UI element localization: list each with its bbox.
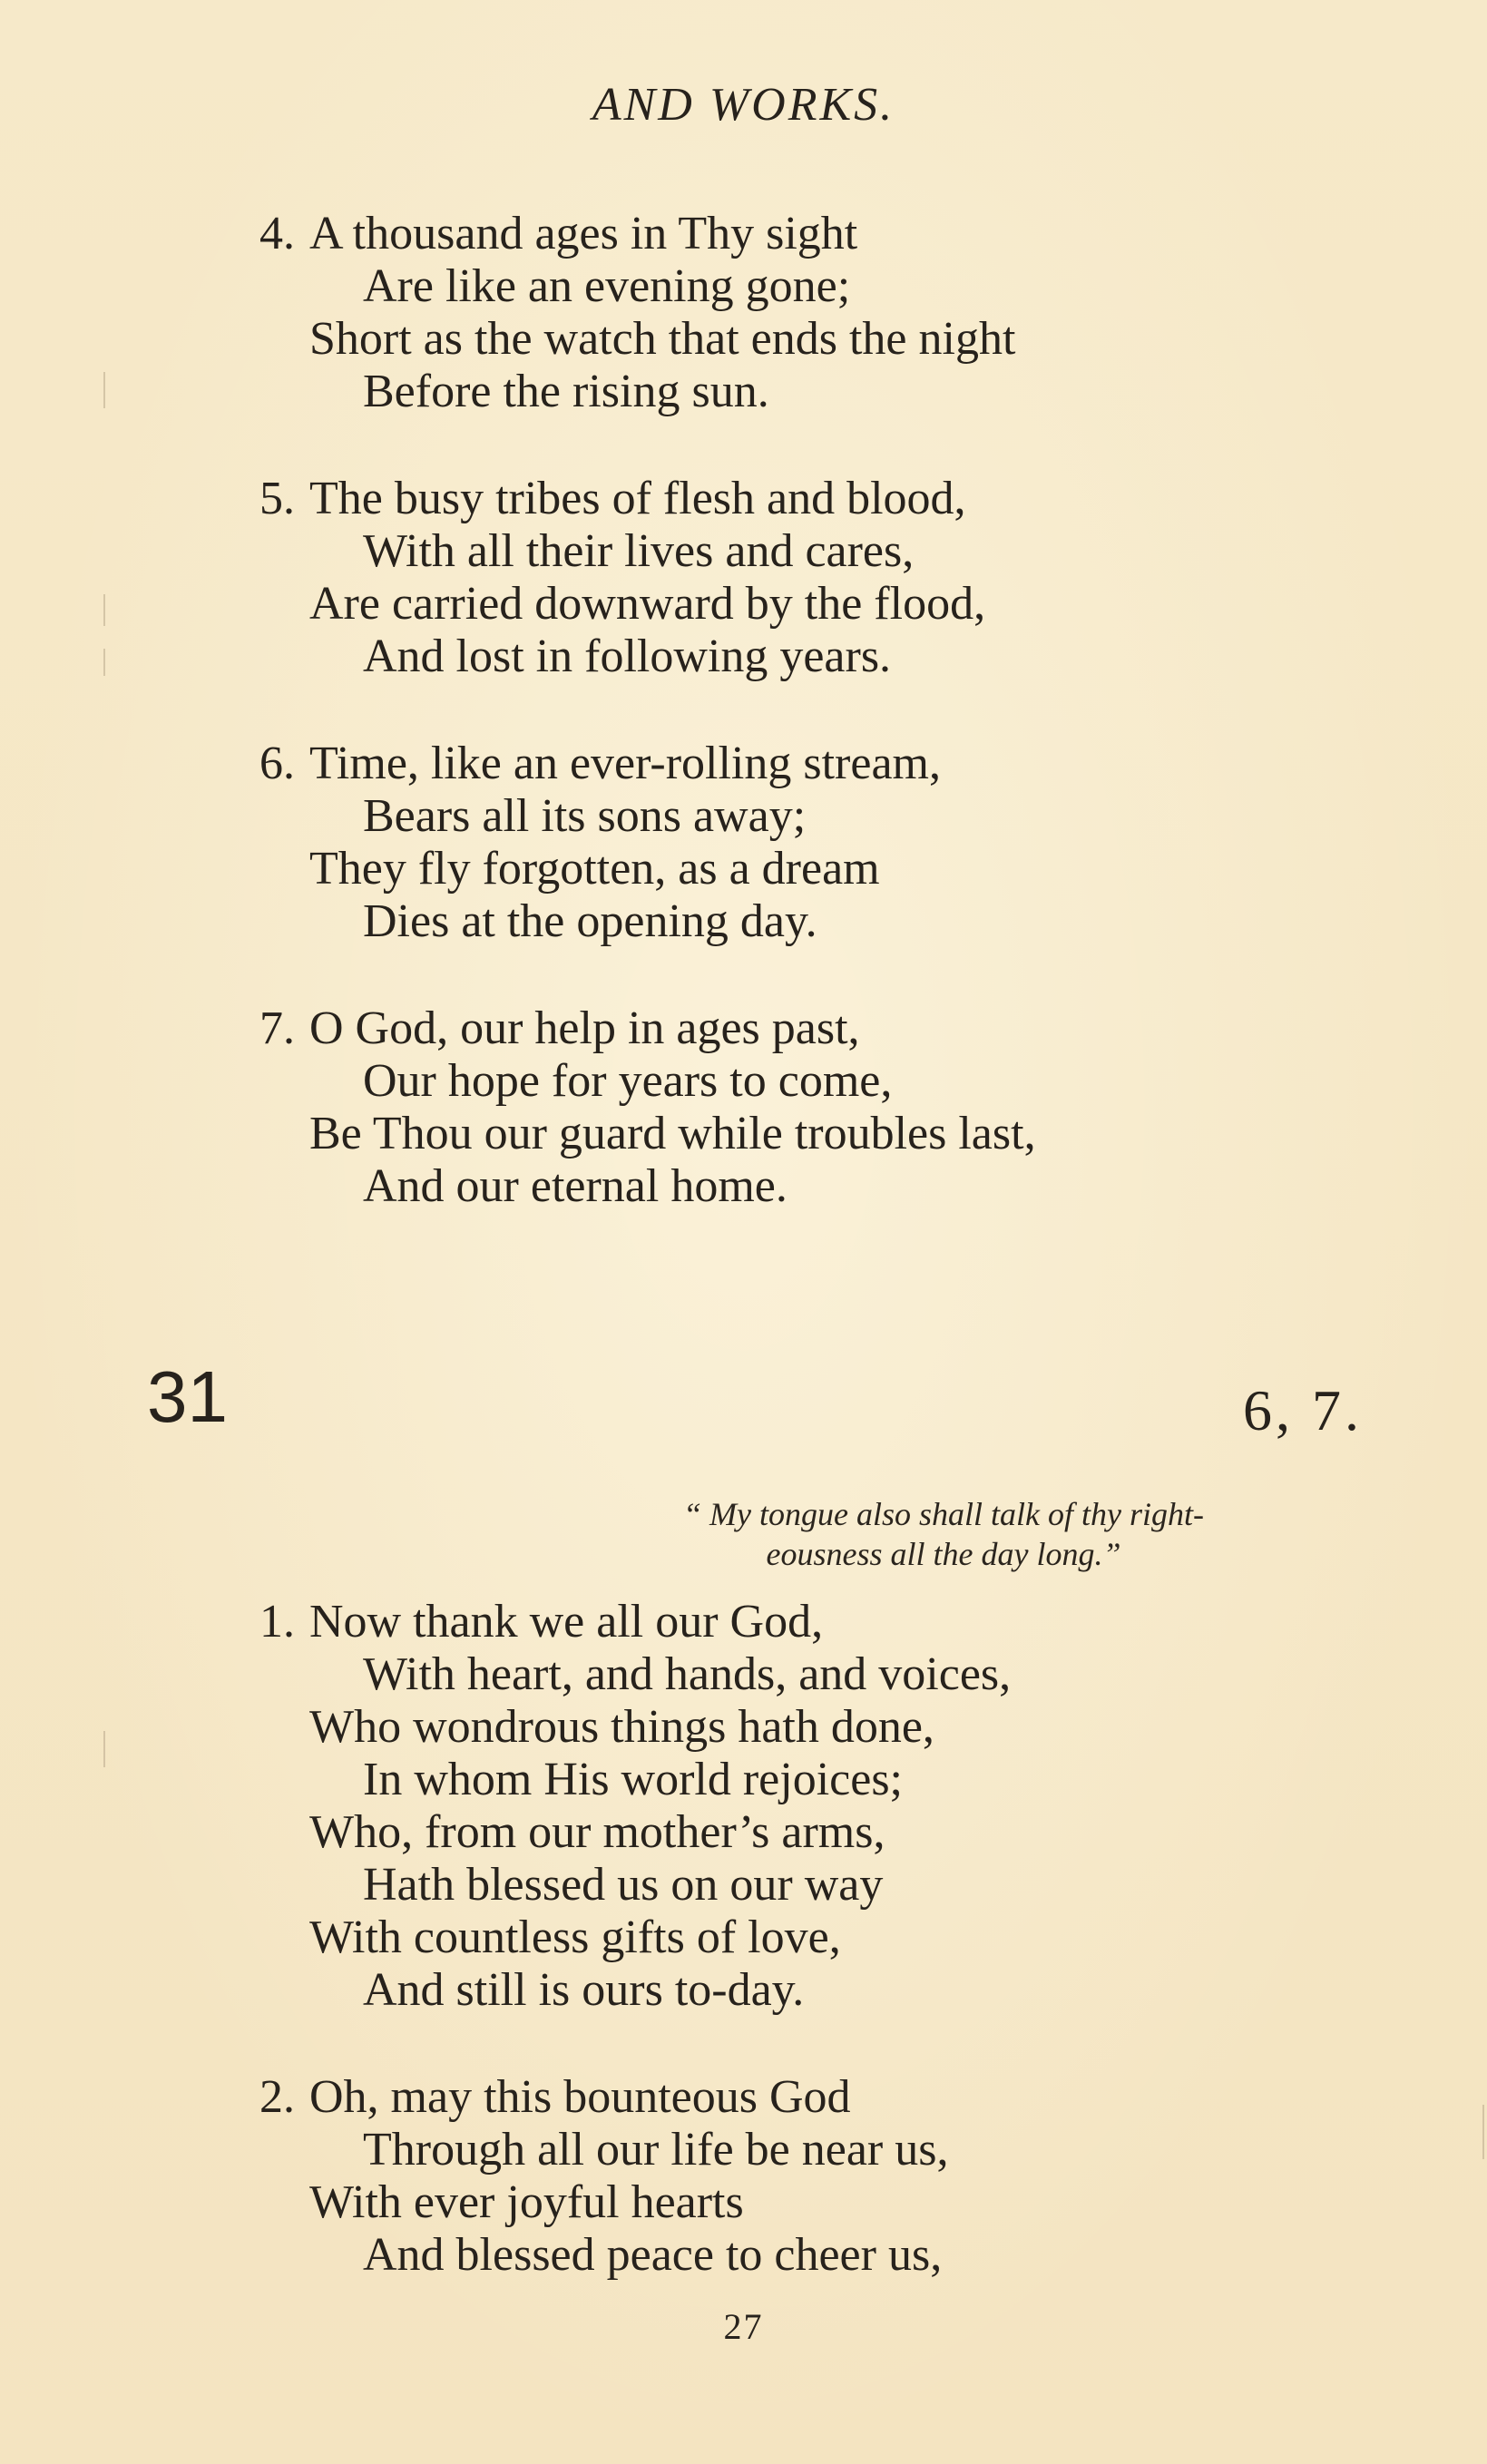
- verse-line: A thousand ages in Thy sight: [309, 208, 858, 259]
- page-number: 27: [723, 2306, 764, 2347]
- stanza-number: 5.: [259, 473, 295, 524]
- stanza-4: [240, 208, 1329, 418]
- stanza-5: [240, 473, 1329, 683]
- epigraph-line: “ My tongue also shall talk of thy right-: [683, 1496, 1204, 1532]
- verse-line: And our eternal home.: [363, 1160, 788, 1212]
- stanza-number: 1.: [259, 1596, 295, 1648]
- scan-edge-mark: [103, 372, 105, 408]
- verse-line: Our hope for years to come,: [363, 1055, 893, 1107]
- epigraph-line: eousness all the day long.”: [766, 1536, 1121, 1572]
- verse-line: The busy tribes of flesh and blood,: [309, 473, 966, 524]
- verse-line: Dies at the opening day.: [363, 895, 817, 947]
- verse-line: And blessed peace to cheer us,: [363, 2229, 943, 2281]
- verse-line: With all their lives and cares,: [363, 525, 915, 577]
- verse-line: Hath blessed us on our way: [363, 1859, 884, 1911]
- running-head: AND WORKS.: [592, 79, 895, 131]
- stanza-6: [240, 738, 1329, 948]
- verse-line: Bears all its sons away;: [363, 790, 807, 842]
- verse-line: Before the rising sun.: [363, 366, 769, 417]
- verse-line: Be Thou our guard while troubles last,: [309, 1108, 1036, 1159]
- verse-line: Who wondrous things hath done,: [309, 1701, 934, 1753]
- verse-line: Short as the watch that ends the night: [309, 313, 1016, 365]
- verse-line: Who, from our mother’s arms,: [309, 1806, 885, 1858]
- verse-line: Are carried downward by the flood,: [309, 578, 986, 630]
- verse-line: With countless gifts of love,: [309, 1912, 841, 1963]
- verse-line: And still is ours to-day.: [363, 1964, 805, 2016]
- verse-line: Time, like an ever-rolling stream,: [309, 738, 941, 789]
- verse-line: Through all our life be near us,: [363, 2124, 949, 2176]
- verse-line: O God, our help in ages past,: [309, 1002, 860, 1054]
- hymn-31-stanza-1: [240, 1596, 1329, 2017]
- scan-edge-mark: [1482, 2105, 1484, 2159]
- scan-edge-mark: [103, 649, 105, 676]
- hymn-number: 31: [147, 1356, 228, 1437]
- verse-line: And lost in following years.: [363, 631, 892, 682]
- verse-line: Now thank we all our God,: [309, 1596, 824, 1648]
- verse-line: With heart, and hands, and voices,: [363, 1648, 1012, 1700]
- verse-line: In whom His world rejoices;: [363, 1754, 904, 1805]
- verse-line: Oh, may this bounteous God: [309, 2071, 851, 2123]
- hymn-31-stanza-2: [240, 2071, 1329, 2282]
- hymn-meter: 6, 7.: [1243, 1378, 1363, 1442]
- verse-line: Are like an evening gone;: [363, 260, 851, 312]
- scan-edge-mark: [103, 594, 105, 626]
- verse-line: They fly forgotten, as a dream: [309, 843, 880, 895]
- verse-line: With ever joyful hearts: [309, 2176, 744, 2228]
- stanza-number: 2.: [259, 2071, 295, 2123]
- stanza-7: [240, 1002, 1329, 1213]
- stanza-number: 7.: [259, 1002, 295, 1054]
- stanza-number: 6.: [259, 738, 295, 789]
- stanza-number: 4.: [259, 208, 295, 259]
- scripture-epigraph: [508, 1494, 1379, 1574]
- scan-edge-mark: [103, 1731, 105, 1767]
